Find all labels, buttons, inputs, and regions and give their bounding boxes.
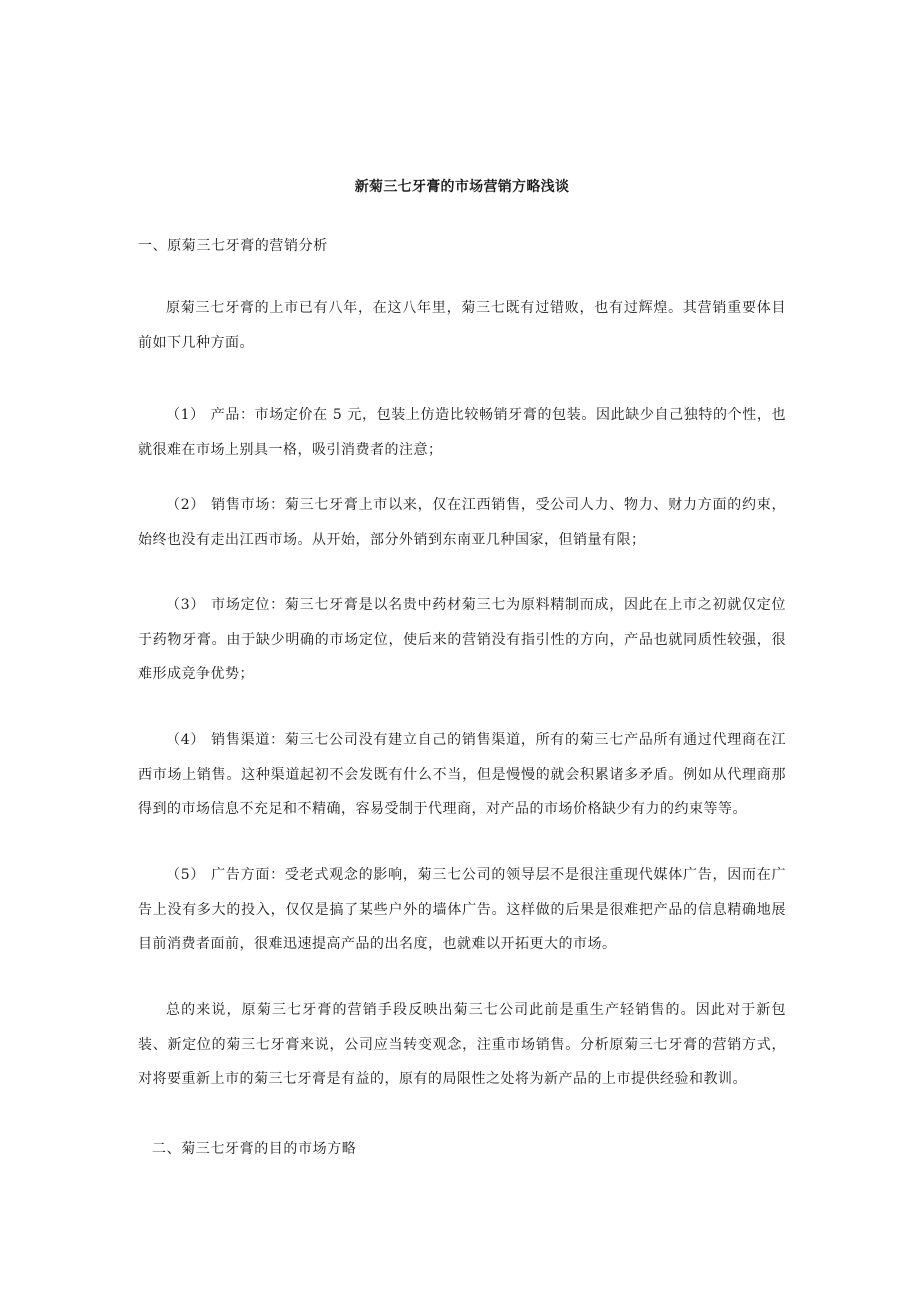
item-text: 广告方面：受老式观念的影响，菊三七公司的领导层不是很注重现代媒体广告，因而在广告上没有多大的投入，仅仅是搞了某些户外的墙体广告。这样做的后果是很难把产品的信息精确地展目前消费者面前，很难迅速提高产品的出名度，也就难以开拓更大的市场。: [138, 867, 786, 952]
item-text: 市场定位：菊三七牙膏是以名贵中药材菊三七为原料精制而成，因此在上市之初就仅定位于药物牙膏。由于缺少明确的市场定位，使后来的营销没有指引性的方向，产品也就同质性较强，很难形成竞争优势；: [138, 597, 786, 682]
list-item-5: [138, 858, 786, 962]
item-number: （3）: [166, 597, 206, 613]
item-text: 销售市场：菊三七牙膏上市以来，仅在江西销售，受公司人力、物力、财力方面的约束，始终也没有走出江西市场。从开始，部分外销到东南亚几种国家，但销量有限；: [138, 497, 786, 548]
list-item-2: [138, 488, 786, 557]
item-number: （1）: [166, 407, 205, 423]
item-number: （4）: [166, 732, 206, 748]
intro-paragraph: 原菊三七牙膏的上市已有八年，在这八年里，菊三七既有过错败，也有过辉煌。其营销重要体目前如下几种方面。: [138, 300, 786, 351]
summary-paragraph: 总的来说，原菊三七牙膏的营销手段反映出菊三七公司此前是重生产轻销售的。因此对于新包装、新定位的菊三七牙膏来说，公司应当转变观念，注重市场销售。分析原菊三七牙膏的营销方式，对将要重新上市的菊三七牙膏是有益的，原有的局限性之处将为新产品的上市提供经验和教训。: [138, 1002, 786, 1087]
item-text: 产品：市场定价在 5 元，包装上仿造比较畅销牙膏的包装。因此缺少自己独特的个性，也就很难在市场上别具一格，吸引消费者的注意；: [138, 407, 786, 458]
item-text: 销售渠道：菊三七公司没有建立自己的销售渠道，所有的菊三七产品所有通过代理商在江西市场上销售。这种渠道起初不会发既有什么不当，但是慢慢的就会积累诸多矛盾。例如从代理商那得到的市场信息不充足和不精确，容易受制于代理商，对产品的市场价格缺少有力的约束等等。: [138, 732, 786, 817]
item-number: （5）: [166, 867, 206, 883]
list-item-4: [138, 723, 786, 827]
document-title: 新菊三七牙膏的市场营销方略浅谈: [354, 179, 570, 195]
list-item-3: [138, 588, 786, 692]
section-heading-2: 二、菊三七牙膏的目的市场方略: [152, 1141, 357, 1157]
item-number: （2）: [166, 497, 206, 513]
section-heading-1: 一、原菊三七牙膏的营销分析: [138, 238, 328, 254]
list-item-1: [138, 398, 786, 467]
